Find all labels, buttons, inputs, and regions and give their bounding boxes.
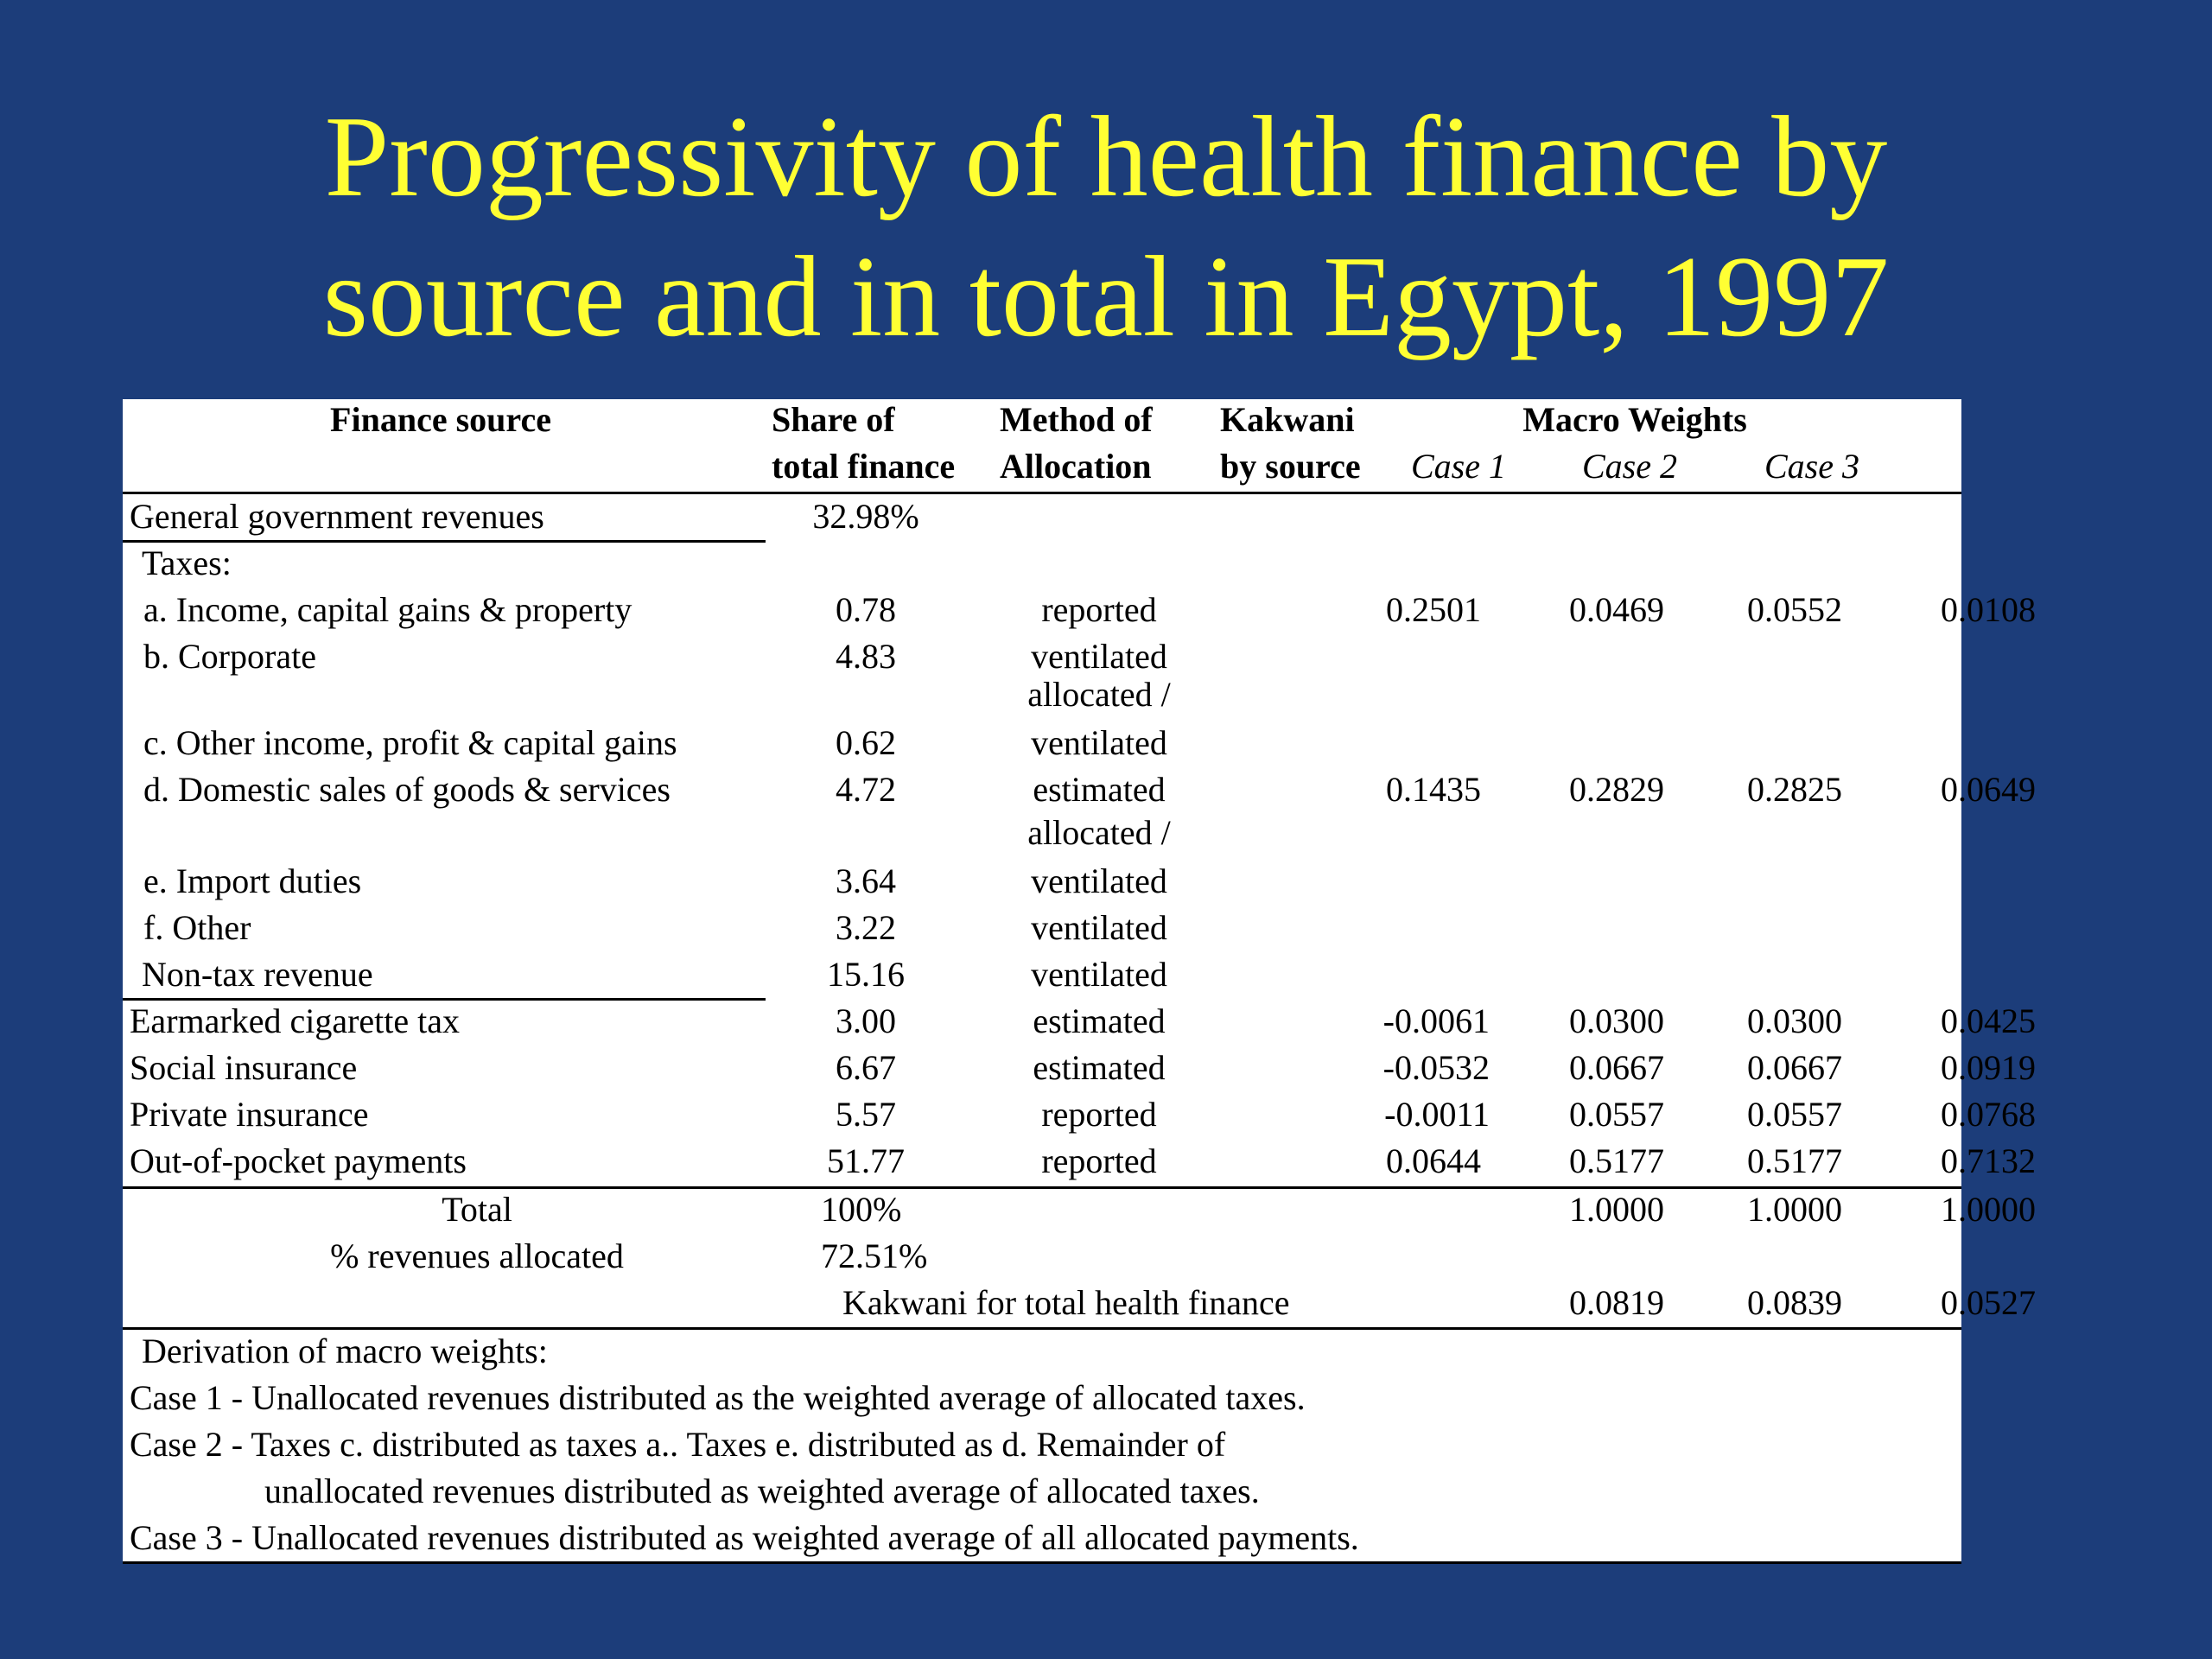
row-label: Social insurance [130, 1048, 358, 1087]
row-label: Earmarked cigarette tax [130, 1001, 460, 1040]
row-kakwani: 0.2501 [1386, 590, 1481, 629]
row-method: ventilated [1031, 861, 1167, 900]
row-label: Non-tax revenue [142, 955, 373, 994]
revenues-allocated-share: 72.51% [821, 1236, 928, 1275]
slide-title-line-2: source and in total in Egypt, 1997 [322, 232, 1890, 360]
row-case-3: 0.0108 [1941, 590, 2036, 629]
kakwani-total-label: Kakwani for total health finance [842, 1283, 1290, 1322]
header-method-line-1: Method of [1000, 400, 1153, 439]
row-share: 4.83 [836, 637, 896, 676]
total-label: Total [442, 1190, 512, 1229]
row-case-3: 0.7132 [1941, 1141, 2036, 1180]
row-method-continued: allocated / [1027, 813, 1171, 852]
row-case-2: 0.2825 [1747, 770, 1842, 809]
row-case-3: 0.0919 [1941, 1048, 2036, 1087]
row-share: 51.77 [827, 1141, 905, 1180]
kakwani-total-case-1: 0.0819 [1569, 1283, 1664, 1322]
row-case-2: 0.0667 [1747, 1048, 1842, 1087]
header-case-1: Case 1 [1411, 447, 1506, 486]
row-share: 3.22 [836, 908, 896, 947]
row-label: Taxes: [142, 543, 232, 582]
row-share: 4.72 [836, 770, 896, 809]
note-case-3: Case 3 - Unallocated revenues distributed as weighted average of all allocated payments. [130, 1518, 1359, 1557]
row-case-1: 0.0300 [1569, 1001, 1664, 1040]
row-method: reported [1041, 590, 1157, 629]
bottom-rule [123, 1561, 1961, 1564]
total-case-1: 1.0000 [1569, 1190, 1664, 1229]
row-share: 6.67 [836, 1048, 896, 1087]
row-case-2: 0.0557 [1747, 1095, 1842, 1134]
total-case-3: 1.0000 [1941, 1190, 2036, 1229]
slide-title [0, 86, 2212, 366]
row-label: Out-of-pocket payments [130, 1141, 467, 1180]
row-method: ventilated [1031, 637, 1167, 676]
row-case-1: 0.0667 [1569, 1048, 1664, 1087]
row-method: estimated [1033, 1048, 1166, 1087]
row-share: 15.16 [827, 955, 905, 994]
row-method: ventilated [1031, 723, 1167, 762]
header-kakwani-line-1: Kakwani [1220, 400, 1355, 439]
row-label: General government revenues [130, 497, 544, 536]
row-kakwani: -0.0061 [1382, 1001, 1490, 1040]
row-share: 3.00 [836, 1001, 896, 1040]
header-method-line-2: Allocation [1000, 447, 1152, 486]
row-method: estimated [1033, 770, 1166, 809]
row-kakwani: 0.0644 [1386, 1141, 1481, 1180]
row-case-3: 0.0768 [1941, 1095, 2036, 1134]
row-share: 0.78 [836, 590, 896, 629]
header-case-3: Case 3 [1764, 447, 1859, 486]
row-case-1: 0.5177 [1569, 1141, 1664, 1180]
row-label: c. Other income, profit & capital gains [143, 723, 677, 762]
row-label: d. Domestic sales of goods & services [143, 770, 671, 809]
header-case-2: Case 2 [1582, 447, 1677, 486]
row-method: reported [1041, 1095, 1157, 1134]
row-share: 3.64 [836, 861, 896, 900]
row-kakwani: -0.0011 [1384, 1095, 1490, 1134]
revenues-allocated-label: % revenues allocated [330, 1236, 624, 1275]
row-share: 5.57 [836, 1095, 896, 1134]
total-share: 100% [821, 1190, 902, 1229]
note-case-1: Case 1 - Unallocated revenues distributed as the weighted average of allocated taxes. [130, 1378, 1306, 1417]
note-case-2-line-1: Case 2 - Taxes c. distributed as taxes a.. Taxes e. distributed as d. Remainder of [130, 1425, 1226, 1464]
row-method: estimated [1033, 1001, 1166, 1040]
row-kakwani: -0.0532 [1382, 1048, 1490, 1087]
row-method: reported [1041, 1141, 1157, 1180]
row-label: e. Import duties [143, 861, 362, 900]
row-case-2: 0.5177 [1747, 1141, 1842, 1180]
row-case-1: 0.2829 [1569, 770, 1664, 809]
row-case-1: 0.0557 [1569, 1095, 1664, 1134]
header-kakwani-line-2: by source [1220, 447, 1361, 486]
notes-rule [123, 1327, 1961, 1330]
finance-table-panel [123, 399, 2036, 1564]
header-share-line-1: Share of [772, 400, 895, 439]
slide-title-line-1: Progressivity of health finance by [324, 92, 1888, 220]
row-share: 0.62 [836, 723, 896, 762]
header-rule [123, 492, 1961, 494]
row-method: ventilated [1031, 955, 1167, 994]
row-case-1: 0.0469 [1569, 590, 1664, 629]
row-label: b. Corporate [143, 637, 316, 676]
note-case-2-line-2: unallocated revenues distributed as weighted average of allocated taxes. [264, 1471, 1260, 1510]
header-macro-weights: Macro Weights [1522, 400, 1747, 439]
row-label: a. Income, capital gains & property [143, 590, 632, 629]
row-label: Private insurance [130, 1095, 369, 1134]
row-share: 32.98% [812, 497, 919, 536]
row-method: ventilated [1031, 908, 1167, 947]
row-case-2: 0.0300 [1747, 1001, 1842, 1040]
kakwani-total-case-2: 0.0839 [1747, 1283, 1842, 1322]
kakwani-total-case-3: 0.0527 [1941, 1283, 2036, 1322]
row-label: f. Other [143, 908, 251, 947]
header-share-line-2: total finance [772, 447, 956, 486]
row-case-3: 0.0425 [1941, 1001, 2036, 1040]
total-case-2: 1.0000 [1747, 1190, 1842, 1229]
row-case-3: 0.0649 [1941, 770, 2036, 809]
header-finance-source: Finance source [330, 400, 551, 439]
row-kakwani: 0.1435 [1386, 770, 1481, 809]
row-case-2: 0.0552 [1747, 590, 1842, 629]
notes-heading: Derivation of macro weights: [142, 1332, 548, 1370]
row-method-continued: allocated / [1027, 675, 1171, 714]
